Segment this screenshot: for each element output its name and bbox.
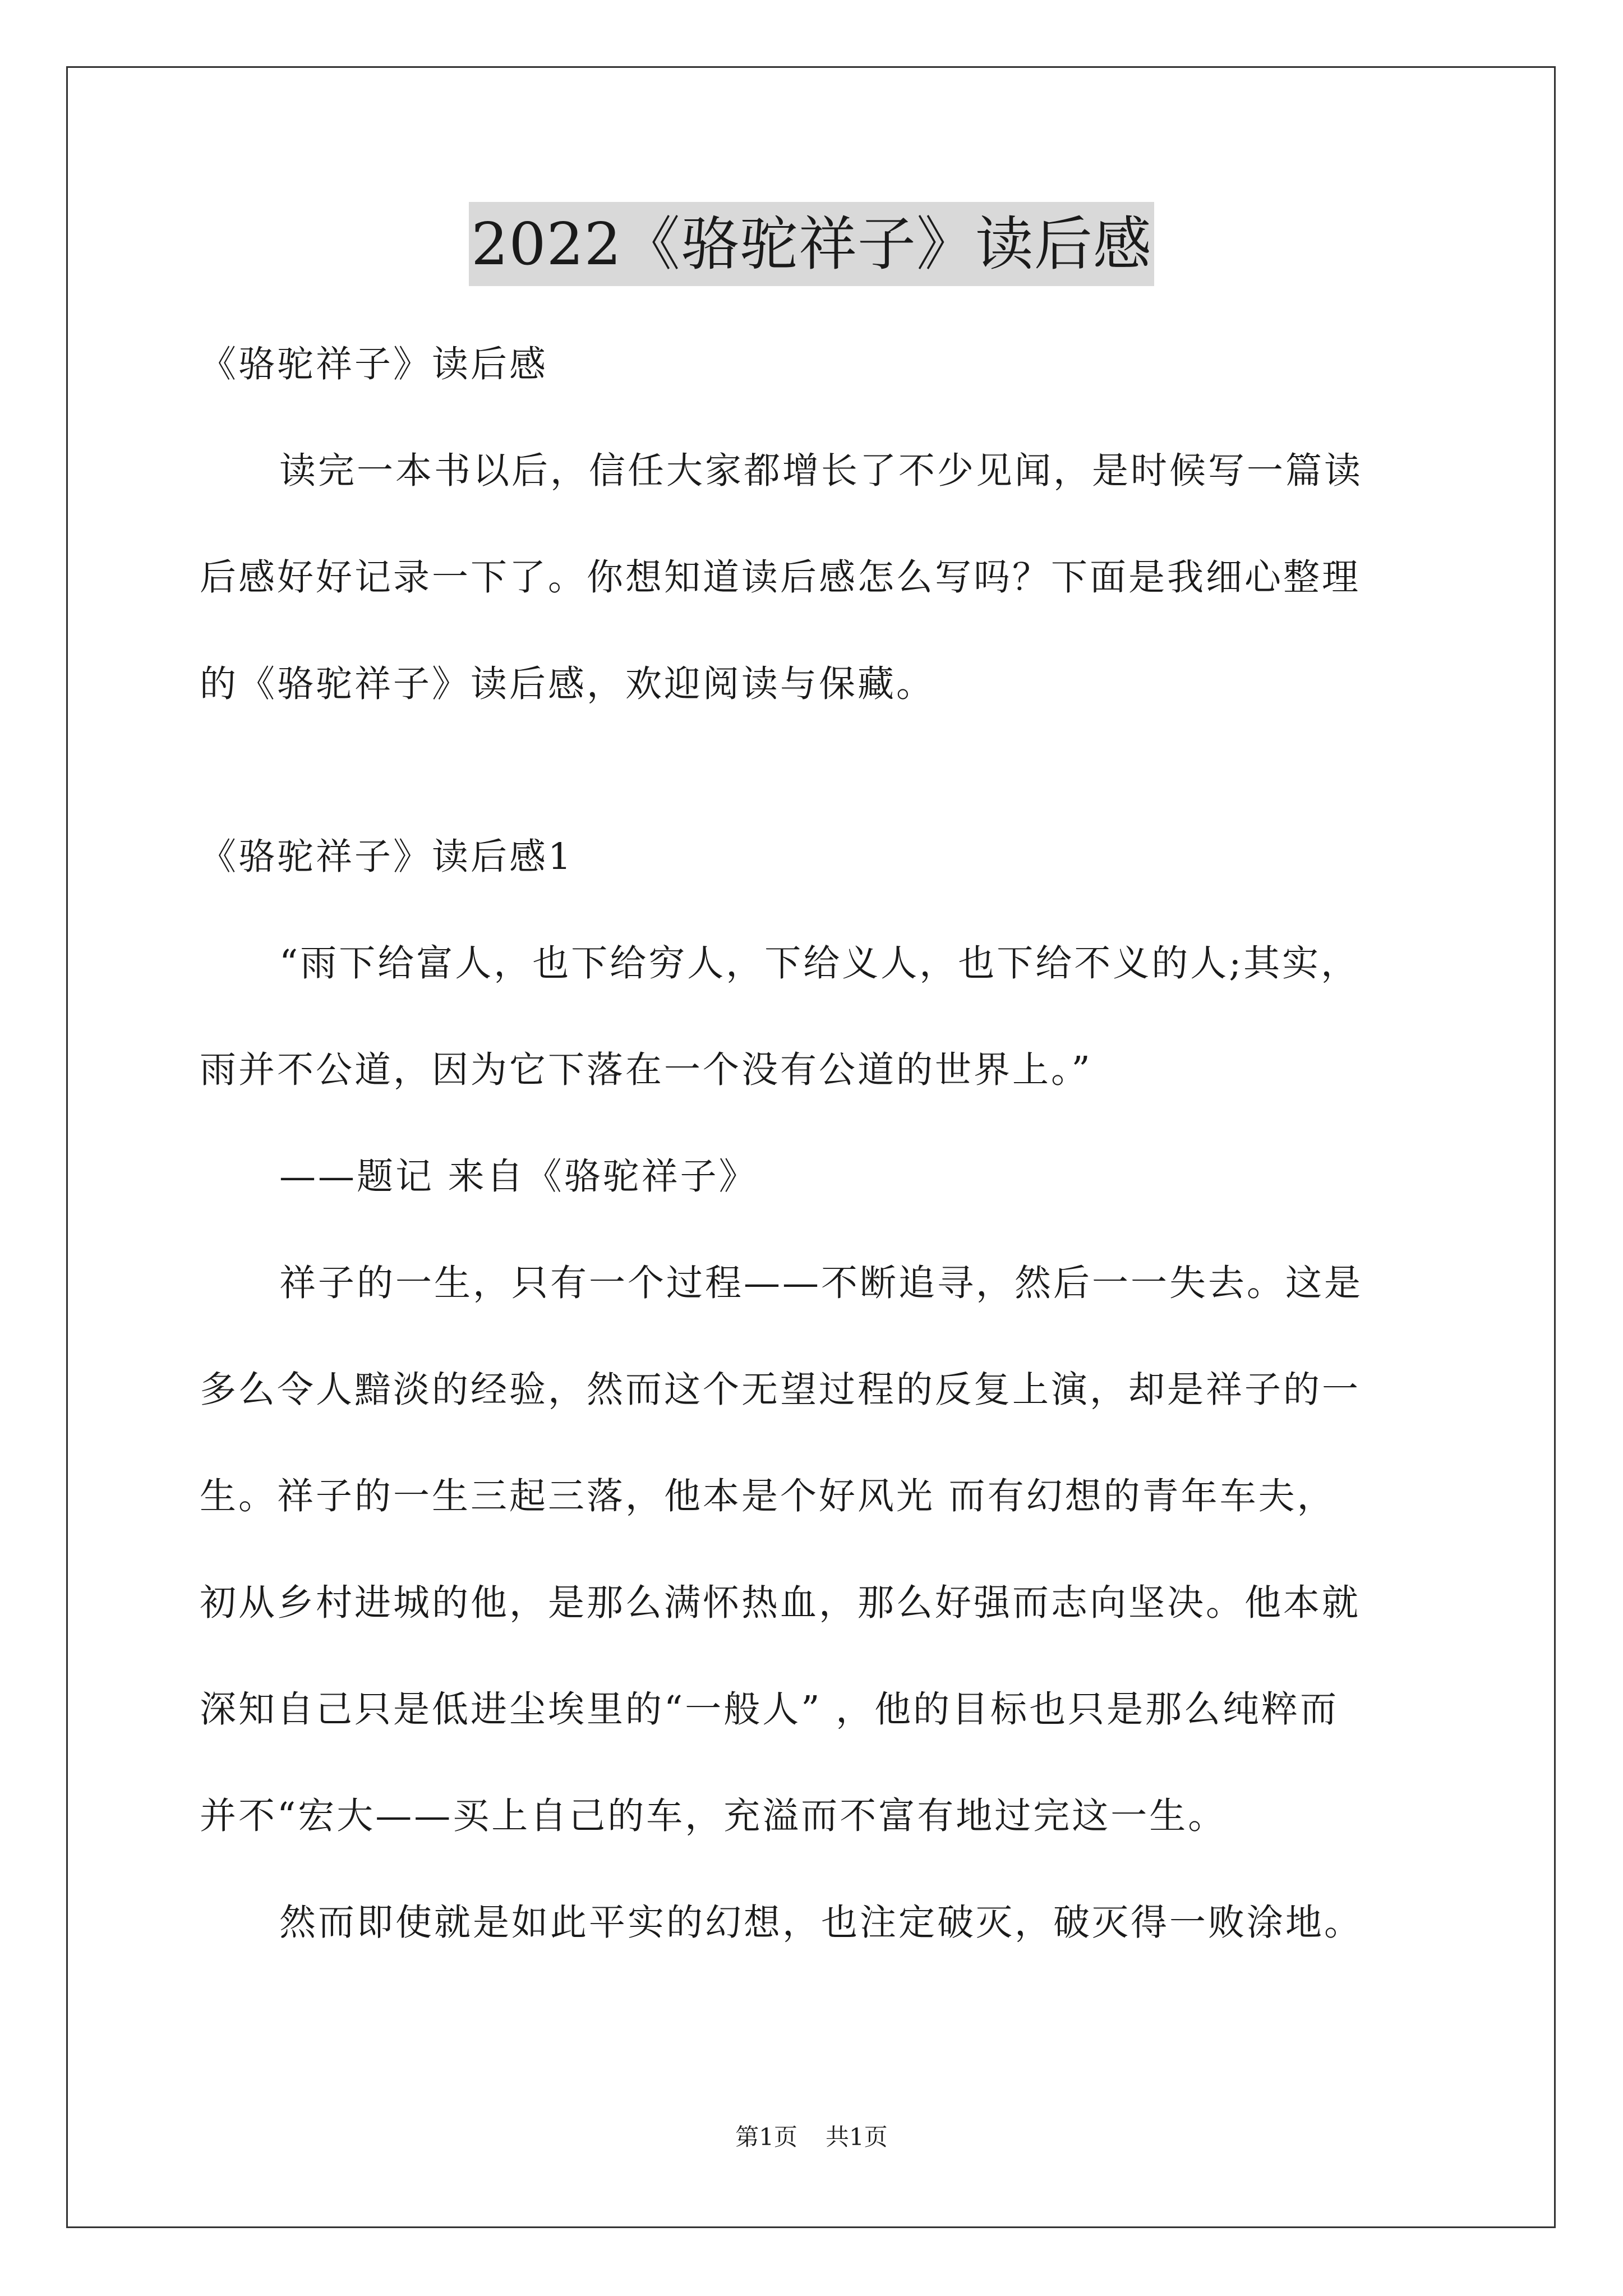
page-number: 第1页 xyxy=(735,2123,797,2151)
body-line: 祥子的一生，只有一个过程——不断追寻，然后一一失去。这是 xyxy=(279,1262,1363,1304)
paragraph-gap xyxy=(200,738,1445,804)
intro-line: 的《骆驼祥子》读后感，欢迎阅读与保藏。 xyxy=(200,663,935,705)
body-line: 多么令人黯淡的经验，然而这个无望过程的反复上演，却是祥子的一 xyxy=(200,1369,1361,1411)
page-footer xyxy=(0,2120,1623,2154)
intro-line: 读完一本书以后，信任大家都增长了不少见闻，是时候写一篇读 xyxy=(279,450,1363,492)
quote-line: “雨下给富人，也下给穷人，下给义人，也下给不义的人;其实， xyxy=(279,942,1360,984)
body-line: 初从乡村进城的他，是那么满怀热血，那么好强而志向坚决。他本就 xyxy=(200,1582,1361,1624)
body-last-line: 然而即使就是如此平实的幻想，也注定破灭，破灭得一败涂地。 xyxy=(279,1902,1363,1944)
document-title[interactable]: 2022《骆驼祥子》读后感 xyxy=(469,202,1154,286)
quote-line: 雨并不公道，因为它下落在一个没有公道的世界上。” xyxy=(200,1049,1092,1091)
intro-heading: 《骆驼祥子》读后感 xyxy=(200,343,548,385)
intro-line: 后感好好记录一下了。你想知道读后感怎么写吗？下面是我细心整理 xyxy=(200,556,1361,599)
body-line: 并不“宏大——买上自己的车，充溢而不富有地过完这一生。 xyxy=(200,1795,1227,1837)
body-line: 生。祥子的一生三起三落，他本是个好风光 而有幻想的青年车夫， xyxy=(200,1475,1336,1517)
page-total: 共1页 xyxy=(826,2123,888,2151)
section-heading: 《骆驼祥子》读后感1 xyxy=(200,836,574,878)
title-container xyxy=(0,202,1623,286)
inscription: ——题记 来自《骆驼祥子》 xyxy=(279,1156,758,1198)
document-body xyxy=(200,311,1445,1976)
body-line: 深知自己只是低进尘埃里的“一般人” ，他的目标也只是那么纯粹而 xyxy=(200,1688,1339,1731)
